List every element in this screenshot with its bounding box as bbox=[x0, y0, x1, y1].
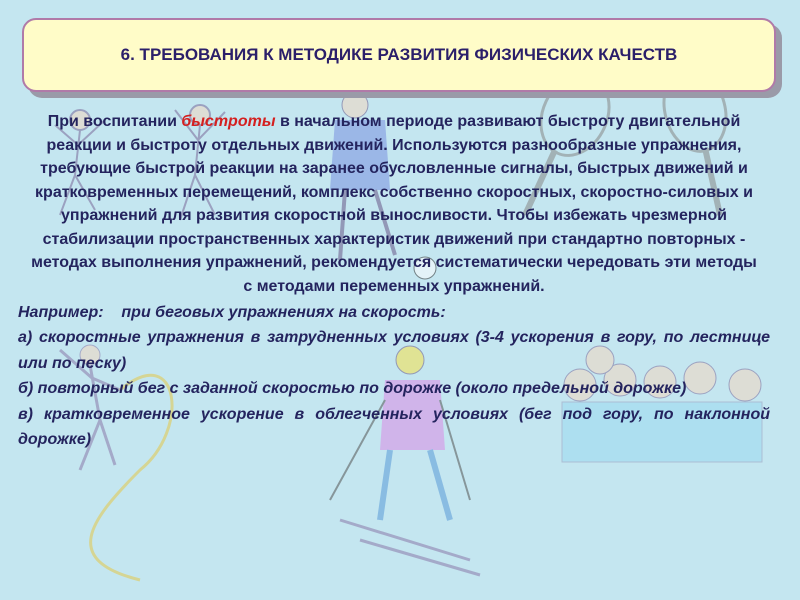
slide-title: 6. ТРЕБОВАНИЯ К МЕТОДИКЕ РАЗВИТИЯ ФИЗИЧЕСКИХ КАЧЕСТВ bbox=[120, 45, 678, 64]
intro-paragraph bbox=[28, 110, 760, 298]
example-item-a: а) скоростные упражнения в затрудненных условиях (3-4 ускорения в гору, по лестнице или по песку) bbox=[18, 329, 770, 372]
example-heading: Например: при беговых упражнениях на скорость: bbox=[18, 304, 446, 321]
intro-text-after: в начальном периоде развивают быстроту двигательной реакции и быстроту отдельных движений. Используются разнообразные упражнения, требующие быстрой реакции на заранее обусловленные сигналы, быстрых движений и кратковременных перемещений, комплекс собственно скоростных, скоростно-силовых и упражнений для развития скоростной выносливости. Чтобы избежать чрезмерной стабилизации пространственных характеристик движений при стандартно повторных - методах выполнения упражнений, рекомендуется систематически чередовать эти методы с методами переменных упражнений. bbox=[31, 113, 757, 295]
intro-text-before: При воспитании bbox=[47, 113, 182, 130]
content-area bbox=[18, 110, 770, 453]
example-item-c: в) кратковременное ускорение в облегченных условиях (бег под гору, по наклонной дорожке) bbox=[18, 405, 770, 448]
title-box bbox=[22, 18, 776, 92]
highlighted-term: быстроты bbox=[181, 113, 276, 130]
example-item-b: б) повторный бег с заданной скоростью по дорожке (около предельной дорожке) bbox=[18, 380, 687, 397]
